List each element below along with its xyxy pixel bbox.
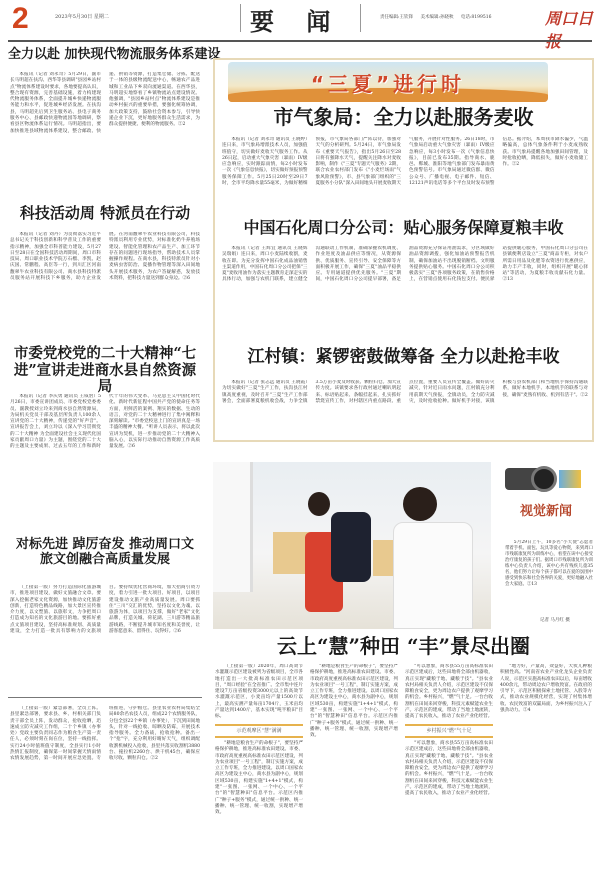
article-headline: 江村镇：紧锣密鼓做筹备 全力以赴抢丰收 bbox=[247, 347, 560, 367]
subheading: 乡村振兴“燃”气十足 bbox=[405, 724, 493, 738]
article-headline: 市气象局：全力以赴服务麦收 bbox=[273, 105, 534, 129]
article-body: 本报讯（记者 张志远 通讯员 王晓霞）为切实做好"三夏"生产工作，扶沟县江村镇高度重视，及时召开"三夏"生产工作部署会，全面部署夏粮机收会战，力争全镇3.5万亩小麦及时收获、颗粒归仓。加大宣传力度。该镇要求各行政村通过喇叭明起来、标语贴起来、条幅挂起来，扎实抓好禁烧宣传工作，对村辖区内重点路段、重点位置，重要人员宣传全覆盖。做好防灾减灾，针对近日雨水问题，江村镇充分利用前期天气预报，全镇动员，全力防灾减灾，及时抢收抢种。做好机手对接，该镇积极与县农机部门和当地机手保持沟通联系，做好本地机手、本地机手的联系与对接，确保"麦熟有机收、机到有活干"。②2 bbox=[222, 380, 588, 404]
article-headline: 全力以赴 加快现代物流服务体系建设 bbox=[8, 47, 221, 62]
paragraph: "可以想象，商水县55万亩高标准农田示范区建成后，这些田地将全部由机器收，真正实现"藏粮于地、藏粮于技"。"县农业农村局相关负责人介绍，示范区建设不仅保障粮食安全，更为周边农户提供了观摩学习的机会。乡村振兴，"燃"气十足。一台台收割机在田间来回穿梭，科技元素赋能农业生产。示范区的建成，带动了当地土地流转，提高了农民收入，推动了农业产业化经营。 bbox=[405, 664, 493, 720]
divider bbox=[8, 697, 202, 698]
article-body: （上接第一版）紧急部署，全员上阵。县里紧急部署，要求县、乡、村相关部门负责干部全员上阵，发动群众，抢收抢晒，迅速成立防灾减灾工作组，二十个乡镇（办事处）党政主要负责同志作为粮食生产第一责任人，必须时刻在岗在位，坚持一线指挥。实行24小时值班值守制度，全县实行1小时热情汇报制度，确保第一时间掌握天情雨情农情发展趋势，第一时间开展应急处置。专班推进，守护粮仓。县里农业农村局集结全局80余名农技人员，组成22个农情服务队，分包全县22个乡镇（办事处），下沉到田间地头，针对一线抢收、晾晒及防霉，开展技术指导服务。全力备战，抢收抢种。备出一个"抢"字，充分利用好晴好天气，组织调配收割机械投入抢收，县里共落实收割机3880台、拖拉机2260台、烘干机45台，确保应收尽收、颗粒归仓。②2 bbox=[10, 706, 200, 762]
header-rule bbox=[8, 40, 592, 42]
article-body-column bbox=[405, 664, 493, 879]
article-headline: 中国石化周口分公司：贴心服务保障夏粮丰收 bbox=[243, 218, 564, 237]
editor-info: 责任编辑:王钦锋 美术编辑:孙晓秋 电话:8199516 bbox=[380, 15, 492, 20]
child bbox=[331, 512, 371, 582]
issue-date: 2023年5月30日 星期二 bbox=[55, 14, 109, 20]
page-number: 2 bbox=[12, 2, 29, 35]
feature-banner bbox=[228, 62, 548, 102]
person-head bbox=[308, 492, 330, 516]
photo-credit: 记者 马月红 摄 bbox=[540, 618, 570, 623]
person-head bbox=[403, 487, 437, 521]
article-headline: 科技活动周 特派员在行动 bbox=[19, 204, 191, 222]
photo-caption: 5月29日上午，10多名"小天使"志愿者带着手机、面包、玩具等爱心物资，来到周口市残联康复所为训练中心，看望在该中心接受治疗康复的孩子们。据周口市残联康复所为训练中心负责人介绍，该中心共有残疾儿童35名，他们努力让每个孩子都可以在爱的氛围中感受到快乐和社会各界的关爱，更好地融入社会大家庭。②13 bbox=[505, 540, 593, 587]
subheading: 示范观摩区“慧”满满 bbox=[215, 724, 303, 738]
section-title: 要 闻 bbox=[250, 7, 343, 36]
window bbox=[213, 462, 253, 592]
article-body-column: "地力好，产量高，效益好，大伙儿种粮积极性高。"河南省农业产业化龙头企业负责人说，示范区实施高标准农田以后，每亩增收400余元，带动周边农户增收致富。在政府的引导下，示范区积极探索土地托管、入股等方式，推动农业规模化经营，实现了村集体增收、农民致富的双赢局面，为乡村振兴注入了强劲动力。②4 bbox=[500, 664, 592, 714]
paragraph: "可以想象，商水县55万亩高标准农田示范区建成后，这些田地将全部由机器收，真正实现"藏粮于地、藏粮于技"。"县农业农村局相关负责人介绍，示范区建设不仅保障粮食安全，更为周边农户提供了观摩学习的机会。乡村振兴，"燃"气十足。一台台收割机在田间来回穿梭，科技元素赋能农业生产。示范区的建成，带动了当地土地流转，提高了农民收入，推动了农业产业化经营。 bbox=[405, 740, 493, 797]
article-body: 本报讯（记者 刘永奇）5月29日，副市长马明超在扶沟、西华等县调研"县园乡站村点"物流体系建设时要求，各地要提高认识，整合现有资源，完善基础设施，着力构建现代物流服务体系，全面提升城乡快递物流服务能力和水平，促进城乡经济发展。在扶沟县，马明超先后到卫生服务站、县电子商务服务中心、县邮政快递物流园等地调研，察看县区物流体系运行情况。马明超指出，要加快推进县域物流体系建设，整合邮政、快递、供销等资源，打造集仓储、分拣、配送于一体的县级物流配送中心，畅通农产品进城和工业品下乡双向流通渠道。在西华县，马明超实地察看了乡镇物流站点建设情况。他强调，"县园乡站村点"物流体系建设是推动乡村振兴的重要举措，要强化统筹协调，加大政策支持，鼓励社会资本参与，引导快递企业下沉，更好地服务群众生活需求，为群众提供便捷、便利的物流服务。②2 bbox=[10, 72, 200, 134]
paragraph: "耕地是粮食生产的命根子"，要坚持严格保护耕地，推进高标准农田建设。市委、市政府高度重视高标准农田示范区建设，列为农业项目"一号工程"，制订实施方案，成立工作专班，全力推进建设。以周口国家农高区为建设主中心，商水县为副中心，规划区域530亩，构建实施"1+4+1"模式，构建"一张图、一张网、一个中心、一个平台"的"智慧种田"信息平台。示范区内推广"种子+服务"模式，通过统一供种、统一播种、统一管理、统一收割，实现增产增效。 bbox=[215, 740, 303, 816]
article-body: 本报讯（记者 李庆勇 通讯员 王威豹）5月26日，市委宣讲团成员、市委党校党委委员、副教授刘立玲来到商水县自然资源局，为局机关党员干部及基层所负责人100余人宣讲党的二十大精神，传递党的"好声音"。宣讲报告会上，刘立玲以《深入学习贯彻党的二十大精神 为全面建设社会主义现代化国家贡献周口力量》为主题，围绕党的二十大的主题及主要成果、过去五年的工作和新时代十年的伟大变革、马克思主义中国化时代化、新时代新征程中国共产党的使命任务等方面，用鲜活的案例、翔实的数据、生动的语言，对党的二十大精神进行了集中阐释和深刻解读。"市委党校送上门的宣讲真是一场丰盛的精神大餐。"听讲人员表示，将以此次宣讲为契机，进一步推动党的二十大精神入脑入心，以实际行动推动自然资源工作高质量发展。②6 bbox=[10, 394, 200, 450]
newspaper-logo: 周口日 bbox=[545, 9, 594, 28]
divider bbox=[240, 4, 241, 32]
person-white-shirt bbox=[393, 522, 473, 629]
article-body: 本报讯（记者 刘永奇 通讯员 王晓婷）连日来，市气象局增派技术人员，加强值班值守，切实做好麦收天气服务工作。从26日起，启动重大气象灾害（暴雨）IV级应急响应，实时跟踪雨情，每2小时发布一次《气象信息快报》，切实做好预报预警服务保障工作。5月25日20时至29日7时，全市平均降水量55毫米，为做好精细预报，市气象局各部门严阵以待，加强对天气的分析研判。5月24日，市气象局发布《重要天气报告》，指出5月26日至28日将有强降水天气，提醒关注降水对麦收影响，制作《"三夏"专题天气服务》2期，联合农业农村部门发布《"小麦烂场雨"气象风险预警》，市、县气象部门组织的"三夏服务小分队"深入田间地头开展麦收期天气服务，开展针对性服务。26日18时，市气象局启动重大气象灾害（暴雨）IV级应急响应，每3小时发布一次《气象信息快报》，目前已发布35期。指导商水、鹿邑、郸城、淮阳等地气象部门发布暴雨黄色预警信号。市气象局通过微信群、微信公众号、广播电视、电子邮件、短信、12121声讯电话等多个平台及时发布预警信息。据介绍，本周我市降水偏少，气温略偏高，总体气象条件利于小麦成熟收获。市气象局提醒各地加强田间管理，及时抢收抢晒，降低损失，做好小麦收储工作。②2 bbox=[222, 137, 588, 187]
article-headline: 对标先进 踔厉奋发 推动周口文旅文创融合高质量发展 bbox=[15, 537, 195, 567]
camera-icon bbox=[505, 462, 585, 494]
paragraph: （上接第一版）2020年，周口高效节水灌溉示范区建设被列为省级项目，全市各地打造出一大批高标准农田示范区项目，"周口经验"在全省推广。全市集中连片建设7万亩省级投资3000元以上的高效节水灌溉示范区，小麦亩均产量1500斤以上，最高实测产量每亩1704斤，玉米亩均产量达到1400斤，基本实现"吨半粮田"目标。 bbox=[215, 664, 303, 720]
article-body-column: "耕地是粮食生产的命根子"，要坚持严格保护耕地，推进高标准农田建设。市委、市政府高度重视高标准农田示范区建设，列为农业项目"一号工程"，制订实施方案，成立工作专班，全力推进建设。以周口国家农高区为建设主中心，商水县为副中心，规划区域530亩，构建实施"1+4+1"模式，构建"一张图、一张网、一个中心、一个平台"的"智慧种田"信息平台。示范区内推广"种子+服务"模式，通过统一供种、统一播种、统一管理、统一收割，实现增产增效。 bbox=[310, 664, 398, 739]
article-body: （上接第一版）努力打造国际化旅游城市，推进项目建设，做好文旅融合文章。要深入挖掘老家文化资源，加快推动文化旅游创新，打造特色精品线路，加大景区宣传推介力度，以文塑旅、以旅彰文，力争把周口打造成为知名的文化旅游目的地。要抓好重点文旅项目建设，坚持高标准规划、高质量建设，全力打造一批具有影响力的文旅项目。要持续优化营商环境，加大招商引资力度，着力引进一批大项目、好项目，以项目建设推动文旅产业高质量发展。周口要抓住"三川"交汇的优势，坚持以文化为魂、以旅游为体，以项目为支撑，做好"老家"文化品牌，打造关城、荷花湖、三川游等精品旅游线路，不断提升城市知名度和美誉度，让游客愿意来、留得住、玩得好。②6 bbox=[10, 585, 200, 635]
news-photo bbox=[213, 462, 491, 629]
photo-news-label: 视觉新闻 bbox=[520, 504, 573, 519]
article-body: 本报讯（记者 刘丹）为贯彻落实习近平总书记关于科技创新和科学普及工作的重要指示精神，加强全市科普能力建设，5月27日至28日在全国科技活动周期间，周口市科技局、周口职业技术学院万石榴、李凯、赵庆国、常鹏程、高臣等一行，到川汇区河南馥翠牛农业科技有限公司、商水县科技特派员服务站开展科技下乡服务，助力企业发展。在河南馥翠牛农业科技有限公司，科技特派员利用专业优势，对标准化奶牛养殖场建设、智能化管理和农产品生产、加工环节存在的问题进行现场指导，帮助技术人员掌握操作规程。在商水县，科技特派员针对小麦病虫害防治、夏播作物管理等深入田间地头开展技术服务，为农户答疑解惑，发放技术资料，把科技力量送到群众身边。②6 bbox=[10, 232, 200, 282]
divider bbox=[360, 4, 361, 32]
article-headline: 市委党校党的二十大精神“七进”宣讲走进商水县自然资源局 bbox=[13, 345, 197, 396]
article-headline: 云上“慧”种田 “丰”景尽出圈 bbox=[277, 634, 530, 658]
article-body-column bbox=[215, 664, 303, 879]
article-body: 本报讯（记者 王辉宜 通讯员 王晓辉 吴瑞娟）连日来，周口小麦陆续收割，麦收在即。为充分发挥中国石化成品油销售主渠道作用，中国石化周口分公司把保"三夏"麦收用油作为落实主题教育走深走实的具体行动，加强与农机门联系，建立健全沟通联动工作机制，准确掌握农机调度、作业进度及油品供应等情况，从资源保供、优质服务、宣传引导、安全保障等方面积极开展工作，确保"三夏"油品平稳供应。专用通道提供优先服务。"三夏"期间，中国石化周口分公司提早部署，备足油品资源充分保证用油需求，分区域做好油品资源调拨，强化加油站预警报告机制，确保加油站不出现脱销断档。文明服务提供贴心服务。中国石化周口分公司积极落实"三夏"各项服务政策，在销售价格上，在营销点使用石化钱包支付。便民驿站提供暖心服务，中国石化周口分公司在县镇便利店设立"三夏"商品专柜，对农户所需日用品及化肥等农资进行优惠供应，助力丰产丰收，同时，组织开展"暖心驿站"等活动，为夏粮丰收贡献石化力量。②13 bbox=[222, 246, 588, 283]
banner-title: “三夏”进行时 bbox=[310, 72, 466, 96]
